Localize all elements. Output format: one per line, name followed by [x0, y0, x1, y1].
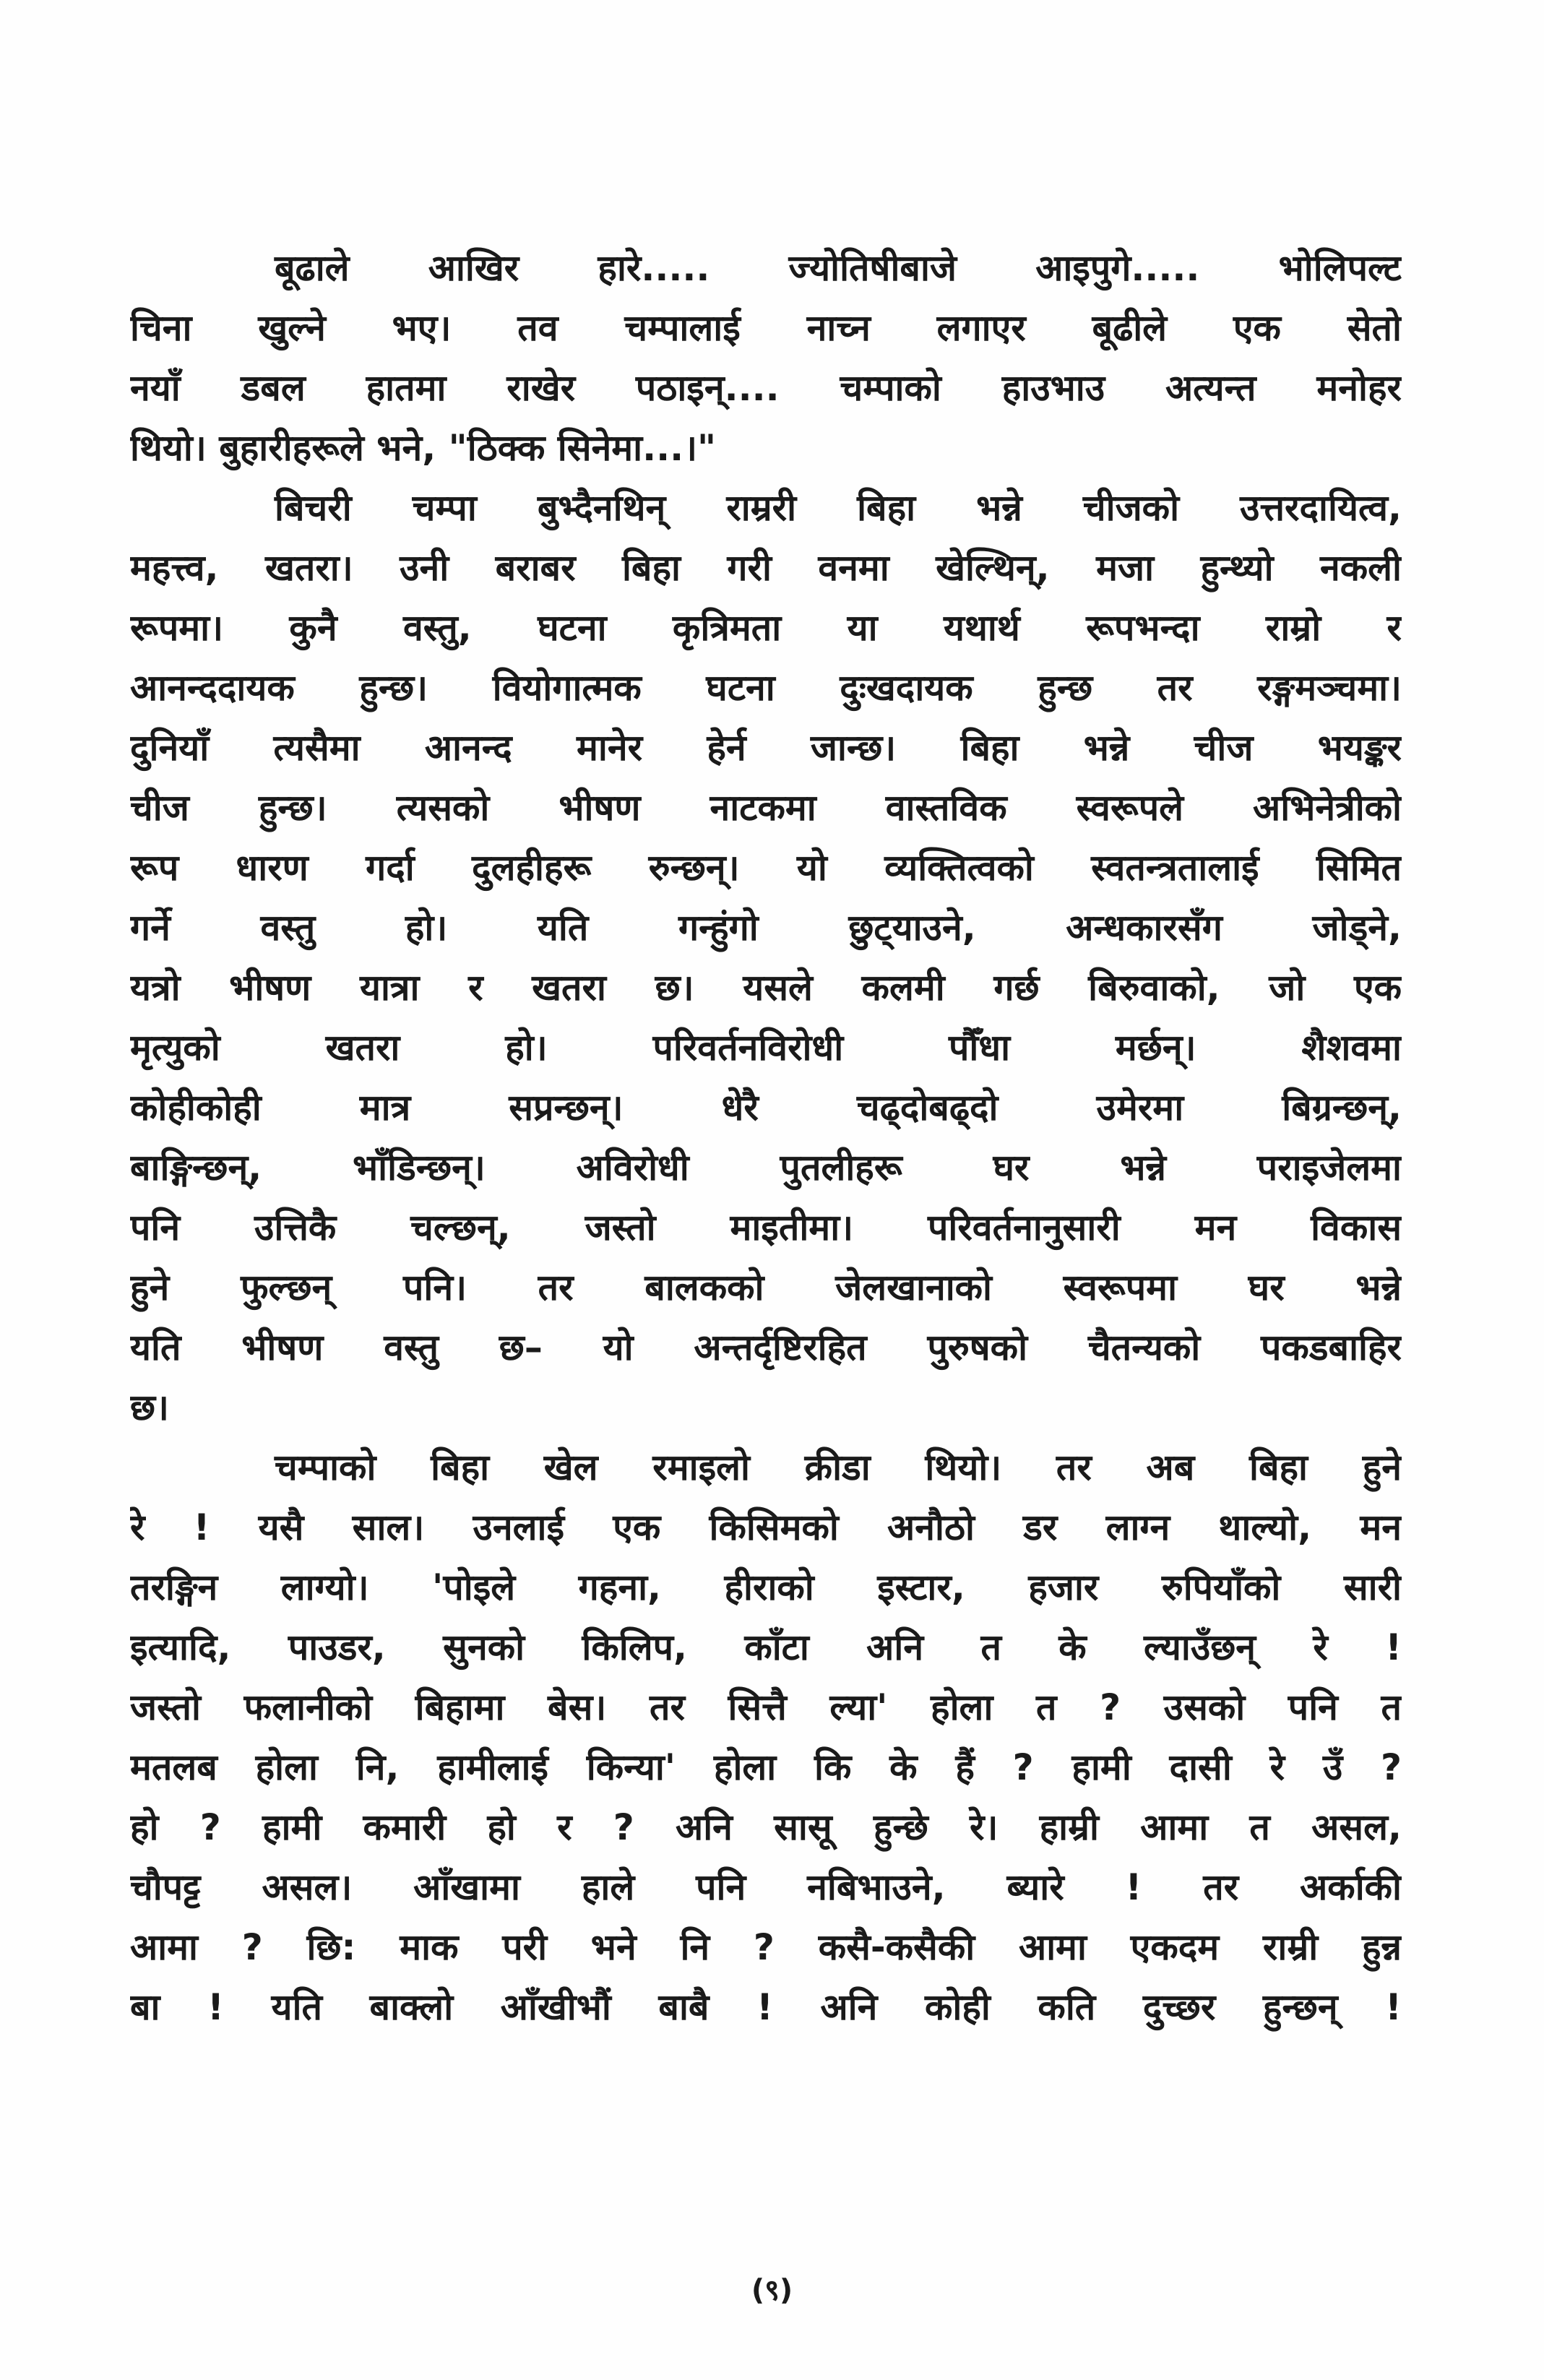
text-line: यति भीषण वस्तु छ– यो अन्तर्दृष्टिरहित पुरुषको चैतन्यको पकडबाहिर — [130, 1327, 1402, 1368]
text-line: यत्रो भीषण यात्रा र खतरा छ। यसले कलमी गर्छ बिरुवाको, जो एक — [130, 967, 1402, 1009]
text-line: पनि उत्तिकै चल्छन्, जस्तो माइतीमा। परिवर्तनानुसारी मन विकास — [130, 1207, 1402, 1249]
text-line: बूढाले आखिर हारे..... ज्योतिषीबाजे आइपुगे..... भोलिपल्ट — [275, 247, 1402, 289]
text-line: थियो। बुहारीहरूले भने, "ठिक्क सिनेमा...।" — [130, 427, 717, 469]
text-line: नयाँ डबल हातमा राखेर पठाइन्.... चम्पाको हाउभाउ अत्यन्त मनोहर — [130, 367, 1402, 409]
text-line: आनन्ददायक हुन्छ। वियोगात्मक घटना दुःखदायक हुन्छ तर रङ्गमञ्चमा। — [130, 667, 1402, 709]
text-line: कोहीकोही मात्र सप्रन्छन्। धेरै चढ्दोबढ्दो उमेरमा बिग्रन्छन्, — [130, 1087, 1402, 1129]
text-line: तरङ्गिन लाग्यो। 'पोइले गहना, हीराको इस्टार, हजार रुपियाँको सारी — [130, 1566, 1402, 1608]
text-line: बा ! यति बाक्लो आँखीभौं बाबै ! अनि कोही कति दुच्छर हुन्छन् ! — [130, 1986, 1402, 2028]
text-line: जस्तो फलानीको बिहामा बेस। तर सित्तै ल्या' होला त ? उसको पनि त — [130, 1686, 1402, 1728]
text-line: चीज हुन्छ। त्यसको भीषण नाटकमा वास्तविक स्वरूपले अभिनेत्रीको — [130, 787, 1402, 829]
text-line: चिना खुल्ने भए। तव चम्पालाई नाच्न लगाएर बूढीले एक सेतो — [130, 307, 1402, 349]
text-line: बिचरी चम्पा बुभ्दैनथिन् राम्ररी बिहा भन्ने चीजको उत्तरदायित्व, — [275, 487, 1402, 529]
text-line: हो ? हामी कमारी हो र ? अनि सासू हुन्छे रे। हाम्री आमा त असल, — [130, 1806, 1402, 1848]
page-number: (९) — [751, 2274, 793, 2307]
text-line: गर्ने वस्तु हो। यति गन्हुंगो छुट्‌याउने, अन्धकारसँग जोड्ने, — [130, 907, 1402, 949]
text-line: मृत्युको खतरा हो। परिवर्तनविरोधी पौँधा मर्छन्। शैशवमा — [130, 1027, 1402, 1069]
text-line: रूपमा। कुनै वस्तु, घटना कृत्रिमता या यथार्थ रूपभन्दा राम्रो र — [130, 607, 1402, 649]
text-line: बाङ्गिन्छन्, भाँडिन्छन्। अविरोधी पुतलीहरू घर भन्ने पराइजेलमा — [130, 1147, 1402, 1189]
text-line: आमा ? छि: माक परी भने नि ? कसै-कसैकी आमा एकदम राम्री हुन्न — [130, 1926, 1402, 1968]
text-line: चम्पाको बिहा खेल रमाइलो क्रीडा थियो। तर अब बिहा हुने — [275, 1446, 1402, 1488]
text-line: छ। — [130, 1387, 169, 1428]
text-line: मतलब होला नि, हामीलाई किन्या' होला कि के हैं ? हामी दासी रे उँ ? — [130, 1746, 1402, 1788]
body-text — [130, 238, 1402, 2038]
text-line: इत्यादि, पाउडर, सुनको किलिप, काँटा अनि त के ल्याउँछन् रे ! — [130, 1626, 1402, 1668]
text-line: रूप धारण गर्दा दुलहीहरू रुन्छन्। यो व्यक्तित्वको स्वतन्त्रतालाई सिमित — [130, 847, 1402, 889]
text-line: दुनियाँ त्यसैमा आनन्द मानेर हेर्न जान्छ। बिहा भन्ने चीज भयङ्कर — [130, 727, 1402, 769]
text-line: हुने फुल्छन् पनि। तर बालकको जेलखानाको स्वरूपमा घर भन्ने — [130, 1267, 1402, 1308]
text-line: महत्त्व, खतरा। उनी बराबर बिहा गरी वनमा खेल्थिन्, मजा हुन्थ्यो नकली — [130, 547, 1402, 589]
text-line: रे ! यसै साल। उनलाई एक किसिमको अनौठो डर लाग्न थाल्यो, मन — [130, 1506, 1402, 1548]
text-line: चौपट्ट असल। आँखामा हाले पनि नबिभाउने, ब्यारे ! तर अर्काकी — [130, 1866, 1402, 1908]
